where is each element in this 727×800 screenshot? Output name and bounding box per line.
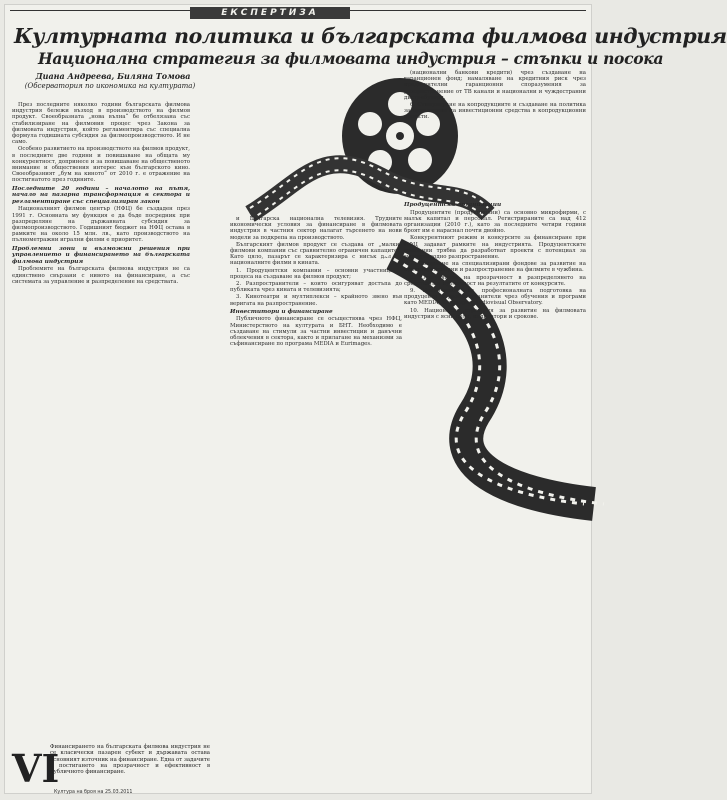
paragraph: През последните няколко години българската филмова индустрия бележи възход в производството на филмов продукт. Своеобразната „нова вълна“ бе отбелязана със стабилизиране на филмовия процес чрез Закона за филмовата индустрия, който регламентира със специална формула годишната субсидия за филмопроизводството. И не само. [12,102,190,146]
list-item: 1. Продуцентски компании – основни участници в процеса на създаване на филмов продукт; [230,267,402,280]
section-heading: Проблемни зони и възможни решения при управлението и финансирането на българската филмова индустрия [12,245,190,265]
right-column-top [404,70,586,190]
list-item: 9. Насърчаване на професионалната подготовка на продуценти и разпространители чрез обучения и програми като MEDIA, Eurimages, Audiovisual Observatory. [404,288,586,307]
paragraph: (национални банкови кредити) чрез създаване на гаранционен фонд; намаляване на кредитния риск чрез предварителни гаранционни споразумения за разпространение от ТВ канали и национални и чуждестранни дистрибутори. [404,70,586,101]
list-item: 8. Осигуряване на прозрачност в разпределянето на средствата и публичност на резултатите от конкурсите. [404,274,586,287]
paragraph: Публичното финансиране се осъществява чрез НФЦ, Министерството на културата и БНТ. Необходимо е създаване на стимули за частни инвестиции и данъчни облекчения в сектора, както и прилагане на механизми за съфинансиране по програма MEDIA и Eurimages. [230,316,402,348]
paragraph: Националният филмов център (НФЦ) бе създаден през 1991 г. Основната му функция е да бъде посредник при разпределяне на държавната субсидия за филмопроизводството. Годишният бюджет на НФЦ остава в рамките на около 15 млн. лв., като производството на пълнометражни игрални филми е приоритет. [12,206,190,244]
paragraph: Особено развитието на производството на филмов продукт, в последните две години и повишаване на общата му конкурентност, допринесе и за повишаване на общественото внимание и обществения интерес към българското кино. Своеобразният „бум на киното“ от 2010 г. е отражение на постигнатото през годините. [12,146,190,184]
paragraph: Конкурентният режим и конкурсите за финансиране при НФЦ задават рамките на индустрията. Продуцентските компании трябва да разработват проекти с потенциал за международно разпространение. [404,235,586,261]
section-rubric: ЕКСПЕРТИЗА [190,7,350,19]
newspaper-page [4,4,727,795]
page-footer: Култура на броя на 25.03.2011 [54,790,133,795]
paragraph: 6. Стимулиране на копродукциите и създаване на политика за привличане на инвестиционни средства в копродукционни проекти. [404,102,586,121]
paragraph: и Българска национална телевизия. Трудните икономически условия за финансиране в филмовата индустрия в частния сектор налагат търсенето на нови модели за подкрепа на производството. [230,216,402,241]
section-heading: Инвеститори и финансиране [230,308,333,315]
sidebar-text: Финансирането на българската филмова индустрия не се класически пазарен субект и държавата остава основният източник на финансиране. Една от задачите е постигането на прозрачност и ефективност в публичното финансиране. [50,744,210,776]
article-subtitle: Национална стратегия за филмовата индустрия – стъпки и посока [38,49,664,68]
paragraph: Проблемите на българската филмова индустрия не са единствено свързани с нивото на финансиране, а със системата за управление и разпределение на средствата. [12,266,190,285]
author-affiliation: (Обсерватория по икономика на културата) [24,82,196,90]
list-item: 10. Национална стратегия за развитие на филмовата индустрия с ясни цели, индикатори и срокове. [404,307,586,320]
left-column [12,102,190,742]
list-item: 7. Създаване на специализирани фондове за развитие на проекти, сценарии и разпространение на филмите в чужбина. [404,261,586,274]
list-item: 2. Разпространители – които осигуряват достъпа до публиката чрез кината и телевизията; [230,281,402,294]
right-column [404,200,586,740]
section-drop-letter: VI [12,746,60,791]
paragraph: Продуцентите (продукционни) са основно микрофирми, с малък капитал и персонал. Регистрираните са над 412 организации (2010 г.), като за последните четири години броят им е нараснал почти двойно. [404,209,586,235]
section-heading: Последните 20 години – началото на пътя, начало на пазарна трансформация в сектора и регламентиране със специализиран закон [12,185,190,205]
paragraph: Българският филмов продукт се създава от „малки“ филмови компании със сравнително ограничен капацитет. Като цяло, пазарът се характеризира с нисък дял на националните филми в кината. [230,241,402,267]
article-title: Културната политика и българската филмова индустрия [14,24,727,48]
list-item: 3. Кинотеатри и мултиплекси – крайното звено във веригата на разпространение. [230,294,402,307]
section-heading: Продуцентски организации [404,202,502,208]
article-authors: Диана Андреева, Биляна Томова [35,71,191,81]
